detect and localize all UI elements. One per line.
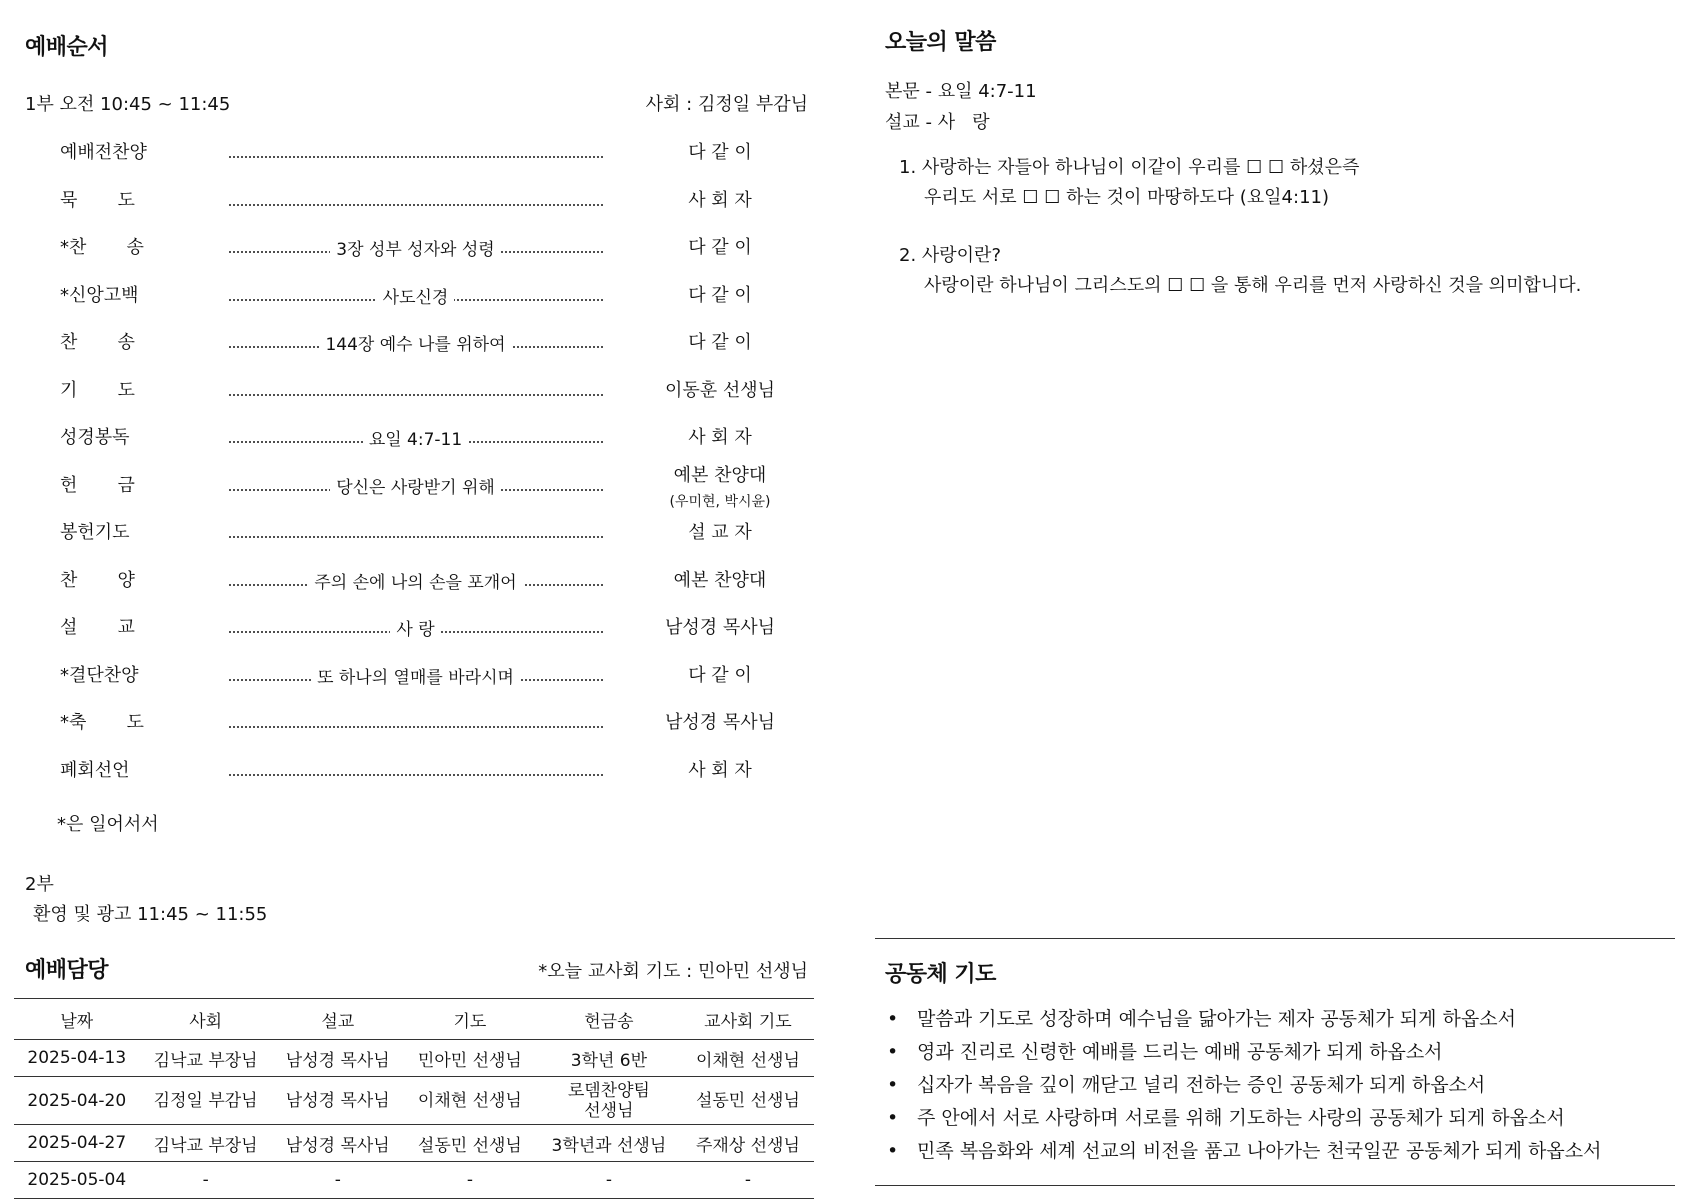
list-item xyxy=(0,318,840,366)
table-cell: 3학년 6반 xyxy=(536,1040,682,1077)
order-item-leader: 예본 찬양대 xyxy=(673,569,767,591)
table-cell: 주재상 선생님 xyxy=(682,1125,814,1162)
verse-info xyxy=(885,76,1037,138)
order-item-detail: 3장 성부 성자와 성령 xyxy=(330,240,500,257)
order-item-name: 봉헌기도 xyxy=(60,522,130,543)
table-cell: 2025-04-27 xyxy=(14,1125,140,1162)
list-item xyxy=(0,603,840,651)
dot-leader xyxy=(228,710,603,732)
order-item-name: 헌 금 xyxy=(60,474,135,496)
teacher-prayer-note: *오늘 교사회 기도 : 민아민 선생님 xyxy=(538,961,808,982)
order-item-name: *축 도 xyxy=(60,712,144,733)
table-row xyxy=(14,1162,814,1199)
order-item-name: 폐회선언 xyxy=(60,759,130,781)
order-item-name: 성경봉독 xyxy=(60,427,130,448)
schedule-table xyxy=(14,998,814,1199)
order-item-detail: 요일 4:7-11 xyxy=(363,430,468,447)
order-item-name: *신앙고백 xyxy=(60,284,139,306)
column-header: 교사회 기도 xyxy=(682,999,814,1040)
table-cell: 3학년과 선생님 xyxy=(536,1125,682,1162)
table-cell: 이채현 선생님 xyxy=(404,1077,536,1125)
question-1-line2: 우리도 서로 ☐ ☐ 하는 것이 마땅하도다 (요일4:11) xyxy=(924,187,1329,208)
question-2 xyxy=(899,241,1581,301)
list-item xyxy=(0,366,840,414)
list-item xyxy=(0,698,840,746)
list-item xyxy=(0,271,840,319)
table-cell: 김낙교 부장님 xyxy=(140,1125,272,1162)
order-item-leader: 다 같 이 xyxy=(688,237,752,258)
order-item-detail: 당신은 사랑받기 위해 xyxy=(330,478,501,495)
table-cell: 이채현 선생님 xyxy=(682,1040,814,1077)
table-cell: 로뎀찬양팀 선생님 xyxy=(536,1077,682,1125)
order-item-detail: 사 랑 xyxy=(390,620,440,637)
order-item-leader: 예본 찬양대 xyxy=(673,464,767,486)
column-header: 설교 xyxy=(272,999,404,1040)
part1-time: 1부 오전 10:45 ~ 11:45 xyxy=(25,94,231,115)
list-item xyxy=(0,413,840,461)
table-cell: 민아민 선생님 xyxy=(404,1040,536,1077)
table-cell: 남성경 목사님 xyxy=(272,1077,404,1125)
order-item-leader: 사 회 자 xyxy=(688,189,752,211)
list-item xyxy=(0,556,840,604)
table-cell: 김낙교 부장님 xyxy=(140,1040,272,1077)
column-header: 사회 xyxy=(140,999,272,1040)
today-word-title: 오늘의 말씀 xyxy=(885,30,996,55)
order-item-leader-sub: (우미현, 박시윤) xyxy=(669,493,771,510)
table-cell: 김정일 부감님 xyxy=(140,1077,272,1125)
dot-leader xyxy=(228,235,603,257)
dot-leader xyxy=(228,283,603,305)
dot-leader xyxy=(228,425,603,447)
question-1-line1: 1. 사랑하는 자들아 하나님이 이같이 우리를 ☐ ☐ 하셨은즉 xyxy=(899,157,1360,178)
column-header: 기도 xyxy=(404,999,536,1040)
list-item xyxy=(0,128,840,176)
table-row xyxy=(14,1077,814,1125)
right-column xyxy=(875,0,1675,1194)
prayer-item: • 주 안에서 서로 사랑하며 서로를 위해 기도하는 사랑의 공동체가 되게 하옵소서 xyxy=(885,1102,1601,1135)
prayer-item: • 십자가 복음을 깊이 깨닫고 널리 전하는 증인 공동체가 되게 하옵소서 xyxy=(885,1069,1601,1102)
order-item-leader: 남성경 목사님 xyxy=(664,617,776,638)
order-item-leader: 사 회 자 xyxy=(688,759,752,781)
list-item xyxy=(0,176,840,224)
left-column xyxy=(0,0,840,1194)
column-header: 날짜 xyxy=(14,999,140,1040)
worship-order-title: 예배순서 xyxy=(25,35,109,60)
table-cell: - xyxy=(140,1162,272,1199)
table-cell: - xyxy=(536,1162,682,1199)
dot-leader xyxy=(228,568,603,590)
stand-note: *은 일어서서 xyxy=(57,814,159,835)
host-label: 사회 : 김정일 부감님 xyxy=(645,94,808,115)
order-item-leader: 다 같 이 xyxy=(688,664,752,686)
dot-leader xyxy=(228,330,603,352)
order-item-detail: 144장 예수 나를 위하여 xyxy=(319,335,511,352)
worship-order-list xyxy=(0,128,840,793)
order-item-name: 예배전찬양 xyxy=(60,142,147,163)
order-item-name: 묵 도 xyxy=(60,189,135,211)
list-item xyxy=(0,508,840,556)
order-item-detail: 사도신경 xyxy=(377,288,455,305)
prayer-item: • 영과 진리로 신령한 예배를 드리는 예배 공동체가 되게 하옵소서 xyxy=(885,1036,1601,1069)
order-item-name: *결단찬양 xyxy=(60,664,139,686)
question-2-line2: 사랑이란 하나님이 그리스도의 ☐ ☐ 을 통해 우리를 먼저 사랑하신 것을 의미합니다. xyxy=(924,275,1582,296)
table-header-row xyxy=(14,999,814,1040)
table-row xyxy=(14,1125,814,1162)
community-prayer-title: 공동체 기도 xyxy=(885,962,996,987)
dot-leader xyxy=(228,663,603,685)
table-cell: - xyxy=(404,1162,536,1199)
dot-leader xyxy=(228,473,603,495)
column-header: 헌금송 xyxy=(536,999,682,1040)
order-item-leader: 다 같 이 xyxy=(688,332,752,353)
order-item-name: 찬 송 xyxy=(60,332,135,353)
dot-leader xyxy=(228,140,603,162)
table-cell: 2025-05-04 xyxy=(14,1162,140,1199)
order-item-detail: 또 하나의 열매를 바라시며 xyxy=(311,668,520,685)
community-prayer-box xyxy=(875,938,1675,1186)
list-item xyxy=(0,746,840,794)
order-item-name: *찬 송 xyxy=(60,237,144,258)
community-prayer-list xyxy=(885,1003,1601,1168)
part2-label: 2부 xyxy=(25,874,54,895)
question-2-line1: 2. 사랑이란? xyxy=(899,245,1002,266)
table-cell: 남성경 목사님 xyxy=(272,1125,404,1162)
list-item xyxy=(0,223,840,271)
part2-item: 환영 및 광고 11:45 ~ 11:55 xyxy=(33,904,268,925)
table-cell: 설동민 선생님 xyxy=(404,1125,536,1162)
table-cell: 2025-04-13 xyxy=(14,1040,140,1077)
order-item-leader: 다 같 이 xyxy=(688,284,752,306)
text-reference: 본문 - 요일 4:7-11 xyxy=(885,81,1037,102)
order-item-leader: 이동훈 선생님 xyxy=(664,379,776,401)
order-item-leader: 설 교 자 xyxy=(688,522,752,543)
table-cell: - xyxy=(272,1162,404,1199)
order-item-leader: 다 같 이 xyxy=(688,142,752,163)
order-item-name: 설 교 xyxy=(60,617,135,638)
order-item-leader: 사 회 자 xyxy=(688,427,752,448)
dot-leader xyxy=(228,188,603,210)
order-item-name: 찬 양 xyxy=(60,569,135,591)
dot-leader xyxy=(228,520,603,542)
prayer-item: • 말씀과 기도로 성장하며 예수님을 닮아가는 제자 공동체가 되게 하옵소서 xyxy=(885,1003,1601,1036)
schedule-title: 예배담당 xyxy=(25,958,109,983)
order-item-leader: 남성경 목사님 xyxy=(664,712,776,733)
dot-leader xyxy=(228,758,603,780)
sermon-title: 설교 - 사 랑 xyxy=(885,112,990,133)
table-cell: 2025-04-20 xyxy=(14,1077,140,1125)
prayer-item: • 민족 복음화와 세계 선교의 비전을 품고 나아가는 천국일꾼 공동체가 되게 하옵소서 xyxy=(885,1135,1601,1168)
dot-leader xyxy=(228,615,603,637)
order-item-detail: 주의 손에 나의 손을 포개어 xyxy=(308,573,522,590)
table-cell: 설동민 선생님 xyxy=(682,1077,814,1125)
table-cell: - xyxy=(682,1162,814,1199)
list-item xyxy=(0,651,840,699)
order-item-name: 기 도 xyxy=(60,379,135,401)
table-cell: 남성경 목사님 xyxy=(272,1040,404,1077)
part2 xyxy=(25,870,267,930)
dot-leader xyxy=(228,378,603,400)
question-1 xyxy=(899,153,1359,213)
table-row xyxy=(14,1040,814,1077)
list-item xyxy=(0,461,840,509)
